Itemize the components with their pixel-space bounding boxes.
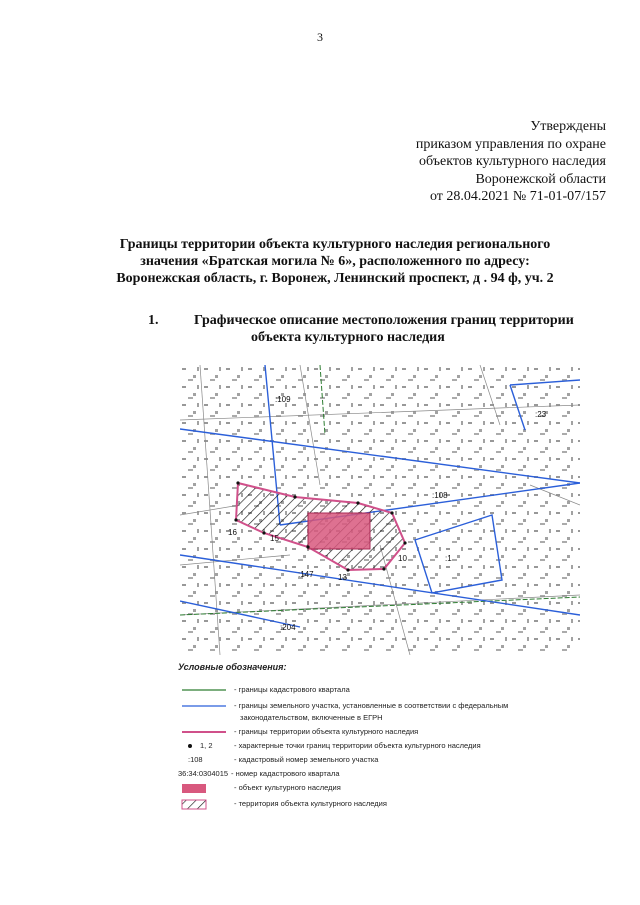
legend-symbol-text: :108 <box>188 755 203 764</box>
heritage-object-symbol <box>178 782 234 794</box>
legend-item <box>178 782 578 794</box>
point-label: 13 <box>338 573 347 582</box>
section-title-line: Графическое описание местоположения границ территории <box>194 313 574 328</box>
legend-item <box>178 768 578 780</box>
legend-item <box>178 726 578 738</box>
green-line-symbol <box>178 684 234 696</box>
plot-label: :23 <box>535 410 547 419</box>
document-title <box>60 236 610 287</box>
plot-label: :204 <box>280 623 296 632</box>
pink-line-symbol <box>178 726 234 738</box>
map-legend <box>178 662 578 822</box>
plot-label: :1 <box>445 554 452 563</box>
title-line: Границы территории объекта культурного наследия регионального <box>119 237 551 252</box>
approval-line: приказом управления по охране <box>415 136 606 152</box>
plot-label: :108 <box>432 491 448 500</box>
heritage-object <box>308 513 370 549</box>
plot-label: :147 <box>298 570 314 579</box>
legend-symbol-text: 36:34:0304015 <box>178 769 229 778</box>
title-line: Воронежская область, г. Воронеж, Ленинский проспект, д . 94 ф, уч. 2 <box>116 271 554 286</box>
legend-item <box>178 740 578 752</box>
legend-text: - территория объекта культурного наследия <box>234 799 387 808</box>
legend-text: - границы кадастрового квартала <box>234 685 350 694</box>
point-label: 10 <box>398 554 407 563</box>
legend-item <box>178 798 578 810</box>
legend-item <box>178 754 578 766</box>
legend-item <box>178 712 578 724</box>
approval-line: от 28.04.2021 № 71-01-07/157 <box>429 189 606 204</box>
section-title-line: объекта культурного наследия <box>251 330 445 345</box>
point-label: 15 <box>270 534 279 543</box>
approval-line: Воронежской области <box>475 171 606 187</box>
legend-text: законодательством, включенные в ЕГРН <box>240 713 383 722</box>
page-number: 3 <box>317 30 323 44</box>
legend-title: Условные обозначения: <box>178 662 287 672</box>
legend-text: - границы территории объекта культурного наследия <box>234 727 419 736</box>
blue-line-symbol <box>178 700 234 712</box>
approval-line: объектов культурного наследия <box>418 154 606 169</box>
cadastral-map <box>180 365 580 655</box>
legend-item <box>178 700 578 712</box>
approval-line: Утверждены <box>530 119 606 134</box>
legend-symbol-text: 1, 2 <box>200 741 213 750</box>
plot-label: :109 <box>275 395 291 404</box>
heritage-territory-symbol <box>178 798 234 810</box>
legend-text: - объект культурного наследия <box>234 783 341 792</box>
approval-block <box>416 118 606 206</box>
legend-text: - характерные точки границ территории объекта культурного наследия <box>234 741 481 750</box>
legend-text: - номер кадастрового квартала <box>231 769 340 778</box>
title-line: значения «Братская могила № 6», расположенного по адресу: <box>140 254 530 269</box>
legend-item <box>178 684 578 696</box>
section-number: 1. <box>148 313 159 328</box>
legend-text: - границы земельного участка, установленные в соответствии с федеральным <box>234 701 509 710</box>
point-label: 16 <box>228 528 237 537</box>
legend-text: - кадастровый номер земельного участка <box>234 755 379 764</box>
